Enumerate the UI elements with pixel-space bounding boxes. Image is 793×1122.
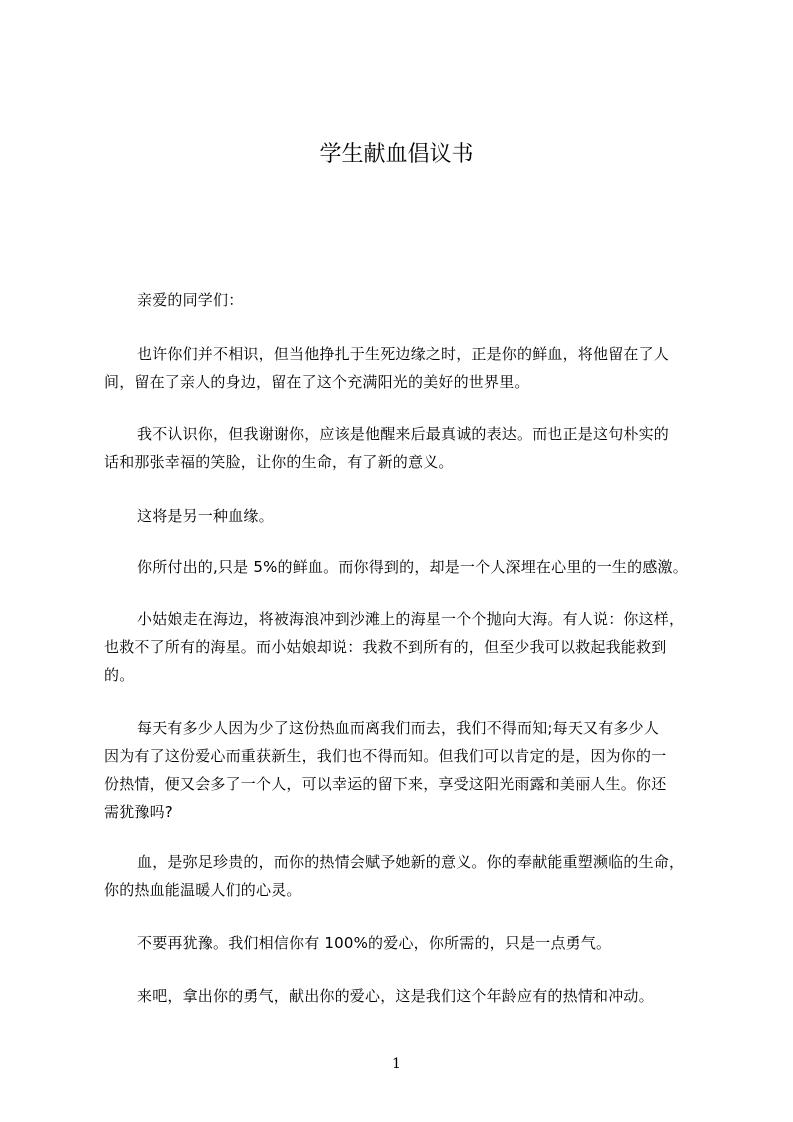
paragraph-line: 的。 [104,666,135,684]
paragraph-line: 话和那张幸福的笑脸，让你的生命，有了新的意义。 [104,453,454,471]
document-title: 学生献血倡议书 [319,142,474,167]
paragraph-line: 间，留在了亲人的身边，留在了这个充满阳光的美好的世界里。 [104,373,530,391]
paragraph-line: 这将是另一种血缘。 [137,507,274,525]
paragraph-line: 份热情，便又会多了一个人，可以幸运的留下来，享受这阳光雨露和美丽人生。你还 [104,775,667,793]
paragraph-1 [104,340,709,396]
paragraph-6 [104,714,709,826]
paragraph-line: 也许你们并不相识，但当他挣扎于生死边缘之时，正是你的鲜血，将他留在了人 [137,345,670,363]
paragraph-line: 因为有了这份爱心而重获新生，我们也不得而知。但我们可以肯定的是，因为你的一 [104,747,667,765]
paragraph-line: 你所付出的,只是 5%的鲜血。而你得到的，却是一个人深埋在心里的一生的感激。 [137,558,688,576]
paragraph-3 [104,502,709,530]
paragraph-line: 不要再犹豫。我们相信你有 100%的爱心，你所需的，只是一点勇气。 [137,934,612,952]
paragraph-line: 血，是弥足珍贵的，而你的热情会赋予她新的意义。你的奉献能重塑濒临的生命， [137,853,685,871]
paragraph-line: 需犹豫吗? [104,803,173,821]
paragraph-8 [104,929,709,957]
paragraph-line: 亲爱的同学们： [137,291,244,309]
paragraph-4 [104,553,709,581]
paragraph-line: 你的热血能温暖人们的心灵。 [104,881,302,899]
paragraph-5 [104,605,709,689]
page-number: 1 [392,1056,401,1072]
paragraph-line: 我不认识你，但我谢谢你，应该是他醒来后最真诚的表达。而也正是这句朴实的 [137,425,670,443]
paragraph-line: 来吧，拿出你的勇气，献出你的爱心，这是我们这个年龄应有的热情和冲动。 [137,987,654,1005]
greeting [104,286,709,314]
paragraph-9 [104,982,709,1010]
paragraph-2 [104,420,709,476]
paragraph-line: 小姑娘走在海边，将被海浪冲到沙滩上的海星一个个抛向大海。有人说：你这样， [137,610,685,628]
paragraph-line: 也救不了所有的海星。而小姑娘却说：我救不到所有的，但至少我可以救起我能救到 [104,638,667,656]
paragraph-line: 每天有多少人因为少了这份热血而离我们而去，我们不得而知;每天又有多少人 [137,719,660,737]
paragraph-7 [104,848,709,904]
